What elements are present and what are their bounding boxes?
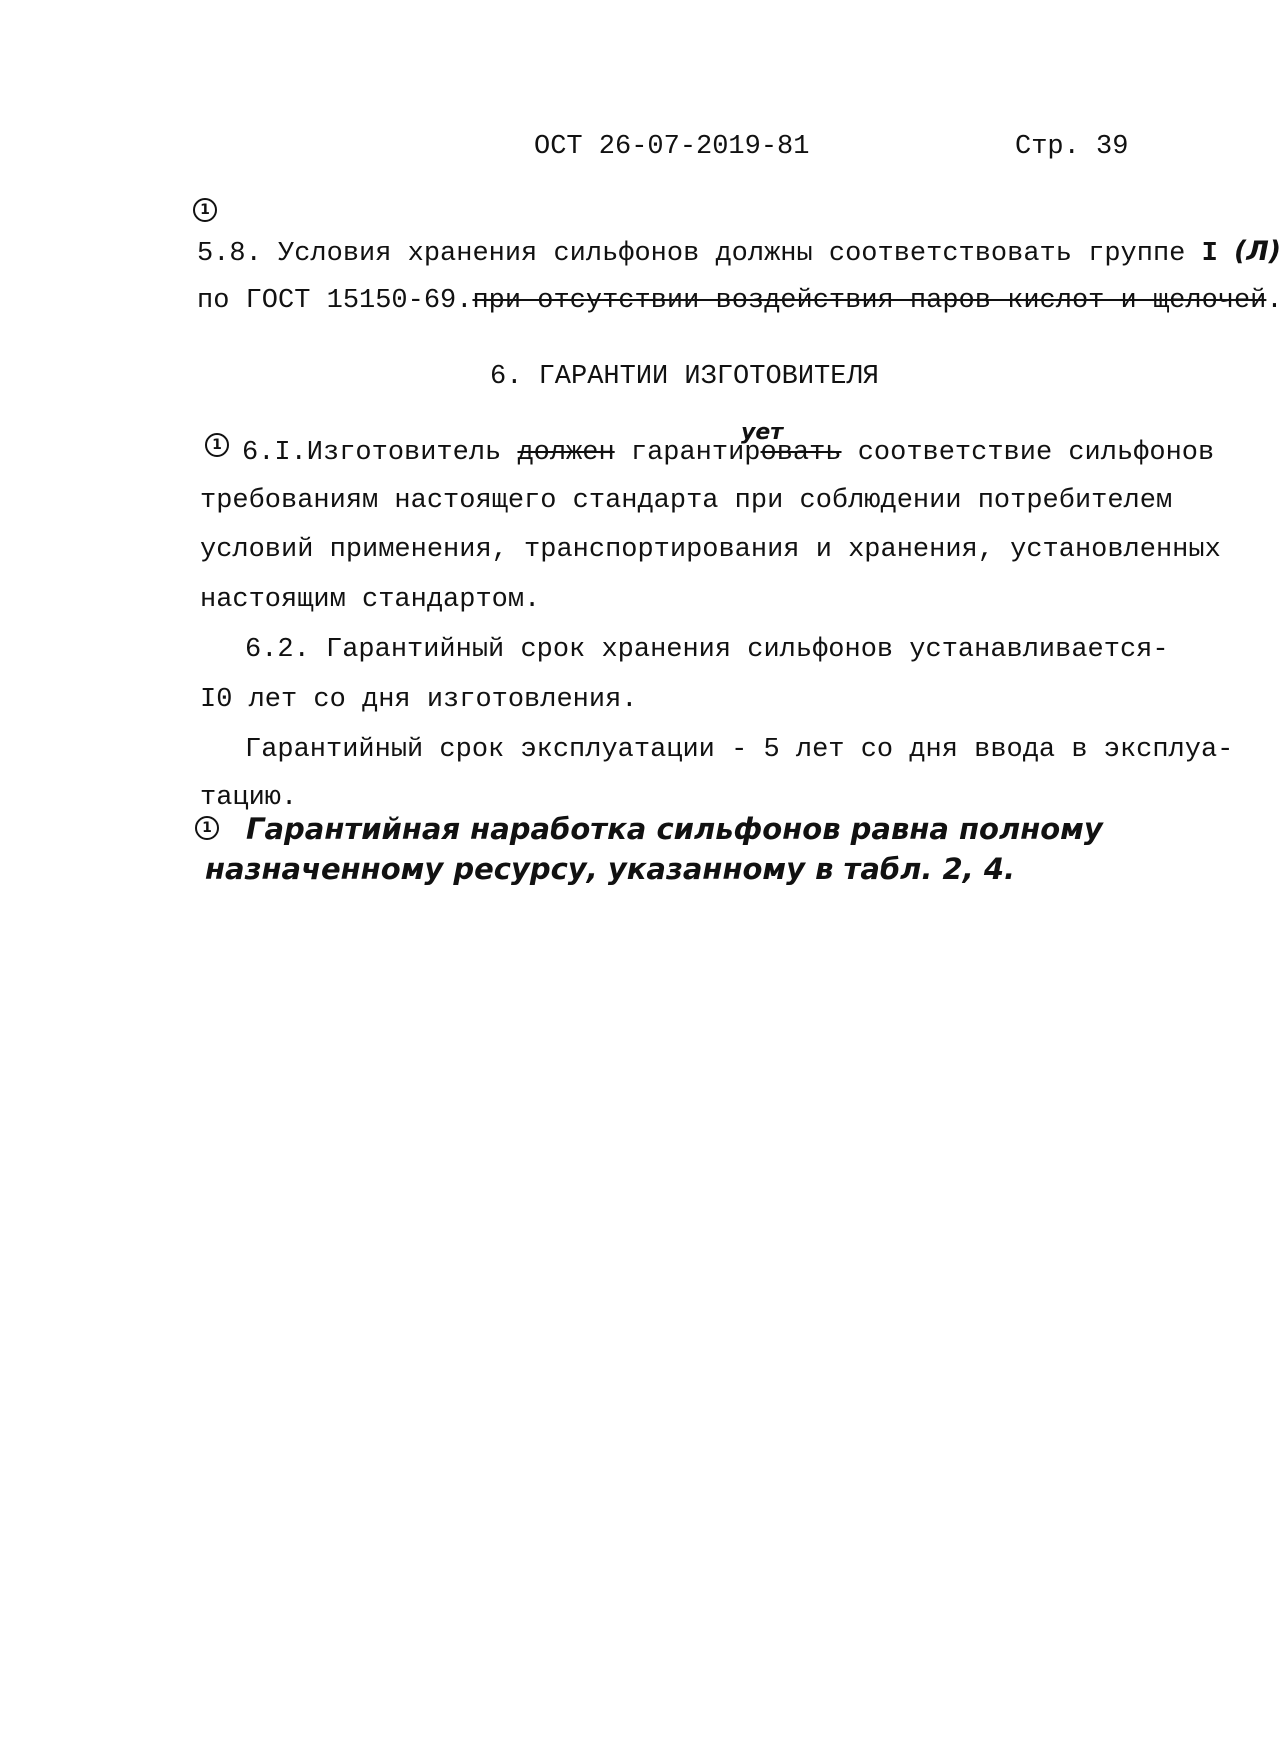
document-id: ОСТ 26-07-2019-81 [534, 132, 810, 162]
clause-6-1-word: гарантир [630, 438, 761, 468]
warranty-period-line-1: Гарантийный срок эксплуатации - 5 лет со дня ввода в эксплуа- [245, 735, 1234, 765]
clause-5-8-line-1 [197, 238, 1281, 268]
clause-5-8-standard: по ГОСТ 15150-69. [197, 286, 473, 316]
clause-6-1-struck-word: должен [517, 438, 615, 468]
clause-6-2-line-2: I0 лет со дня изготовления. [200, 685, 638, 715]
clause-6-1-struck-suffix: овать [760, 438, 842, 468]
storage-group: I [1201, 239, 1218, 269]
clause-6-1-line-2: требованиям настоящего стандарта при соблюдении потребителем [200, 486, 1173, 516]
handwritten-insert: ует [741, 420, 784, 445]
clause-5-8-struck-text: при отсутствии воздействия паров кислот и щелочей [472, 286, 1267, 316]
clause-5-8-text: 5.8. Условия хранения сильфонов должны соответствовать группе [197, 239, 1186, 269]
clause-6-1-line-4: настоящим стандартом. [200, 585, 541, 615]
revision-marker-icon: 1 [195, 816, 219, 840]
handwritten-note-line-2: назначенному ресурсу, указанному в табл. 2, 4. [205, 852, 1016, 886]
revision-marker-icon: 1 [193, 198, 217, 222]
clause-5-8-line-2 [197, 288, 1283, 315]
clause-6-2-line-1: 6.2. Гарантийный срок хранения сильфонов устанавливается- [245, 635, 1169, 665]
section-6-title: 6. ГАРАНТИИ ИЗГОТОВИТЕЛЯ [490, 362, 879, 392]
handwritten-note-line-1: Гарантийная наработка сильфонов равна полному [246, 812, 1103, 846]
clause-6-1-lead: 6.I.Изготовитель [242, 438, 502, 468]
revision-marker-icon: 1 [205, 433, 229, 457]
page-number: Стр. 39 [1015, 132, 1129, 162]
clause-6-1-line-1 [242, 440, 1214, 467]
clause-6-1-rest: соответствие сильфонов [857, 438, 1215, 468]
storage-group-handwritten: (Л) [1233, 236, 1282, 267]
clause-5-8-period: . [1266, 286, 1283, 316]
clause-6-1-line-3: условий применения, транспортирования и хранения, установленных [200, 535, 1221, 565]
warranty-period-line-2: тацию. [200, 783, 298, 813]
